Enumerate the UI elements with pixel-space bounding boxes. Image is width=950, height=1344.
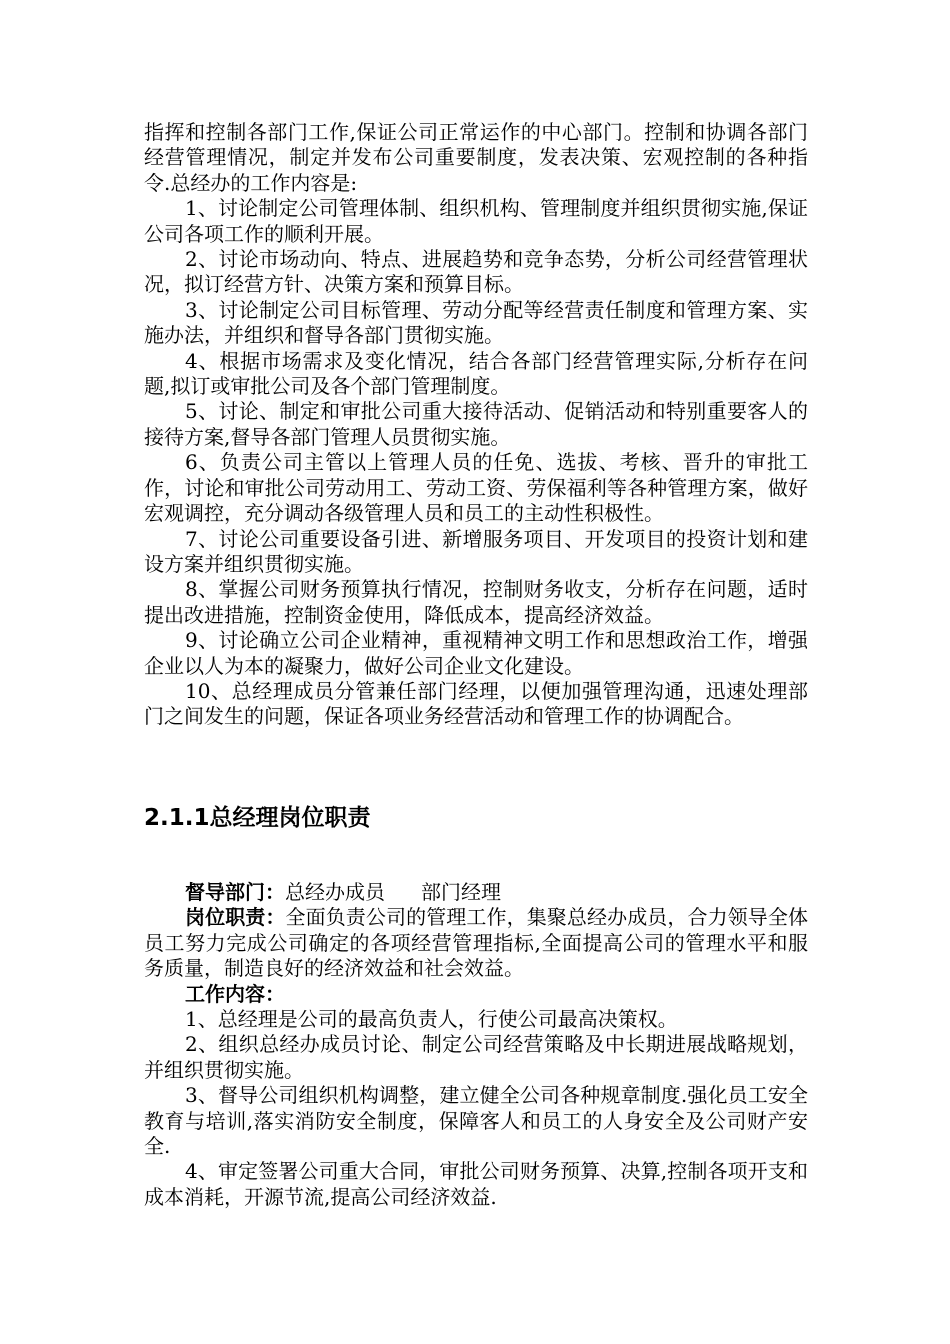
duty-item-2: 2、讨论市场动向、特点、进展趋势和竞争态势，分析公司经营管理状况，拟订经营方针、决策方案和预算目标。 [144,247,808,297]
supervise-value-1: 总经办成员 [285,880,385,904]
work-item-2: 2、组织总经办成员讨论、制定公司经营策略及中长期进展战略规划，并组织贯彻实施。 [144,1032,808,1082]
duty-item-6: 6、负责公司主管以上管理人员的任免、选拔、考核、晋升的审批工作，讨论和审批公司劳动用工、劳动工资、劳保福利等各种管理方案，做好宏观调控，充分调动各级管理人员和员工的主动性积极性。 [144,450,808,526]
work-label: 工作内容： [185,981,285,1006]
duty-text: 全面负责公司的管理工作，集聚总经办成员，合力领导全体员工努力完成公司确定的各项经营管理指标,全面提高公司的管理水平和服务质量，制造良好的经济效益和社会效益。 [144,905,808,981]
duty-label: 岗位职责： [185,905,286,930]
duty-paragraph [144,905,808,981]
gm-duties-section [144,880,808,1210]
duty-item-5: 5、讨论、制定和审批公司重大接待活动、促销活动和特别重要客人的接待方案,督导各部门管理人员贯彻实施。 [144,399,808,449]
duty-item-1: 1、讨论制定公司管理体制、组织机构、管理制度并组织贯彻实施,保证公司各项工作的顺利开展。 [144,196,808,246]
intro-paragraph: 指挥和控制各部门工作,保证公司正常运作的中心部门。控制和协调各部门经营管理情况，制定并发布公司重要制度，发表决策、宏观控制的各种指令.总经办的工作内容是: [144,120,808,195]
work-item-3: 3、督导公司组织机构调整，建立健全公司各种规章制度.强化员工安全教育与培训,落实消防安全制度，保障客人和员工的人身安全及公司财产安全. [144,1083,808,1159]
supervise-line [144,880,808,905]
supervise-value-2: 部门经理 [421,880,501,904]
work-item-4: 4、审定签署公司重大合同，审批公司财务预算、决算,控制各项开支和成本消耗，开源节流,提高公司经济效益. [144,1159,808,1209]
duty-item-7: 7、讨论公司重要设备引进、新增服务项目、开发项目的投资计划和建设方案并组织贯彻实施。 [144,526,808,576]
duty-item-9: 9、讨论确立公司企业精神，重视精神文明工作和思想政治工作，增强企业以人为本的凝聚力，做好公司企业文化建设。 [144,628,808,678]
work-item-1: 1、总经理是公司的最高负责人，行使公司最高决策权。 [185,1007,678,1032]
document-page [144,120,808,1209]
supervise-label: 督导部门： [185,880,285,904]
duty-item-4: 4、根据市场需求及变化情况，结合各部门经营管理实际,分析存在问题,拟订或审批公司及各个部门管理制度。 [144,348,808,399]
duty-item-8: 8、掌握公司财务预算执行情况，控制财务收支，分析存在问题，适时提出改进措施，控制资金使用，降低成本，提高经济效益。 [144,577,808,627]
section-heading: 2.1.1总经理岗位职责 [144,805,371,831]
duty-item-10: 10、总经理成员分管兼任部门经理，以便加强管理沟通，迅速处理部门之间发生的问题，保证各项业务经营活动和管理工作的协调配合。 [144,678,808,729]
work-label-line [144,982,808,1007]
duty-item-3: 3、讨论制定公司目标管理、劳动分配等经营责任制度和管理方案、实施办法，并组织和督导各部门贯彻实施。 [144,297,808,348]
